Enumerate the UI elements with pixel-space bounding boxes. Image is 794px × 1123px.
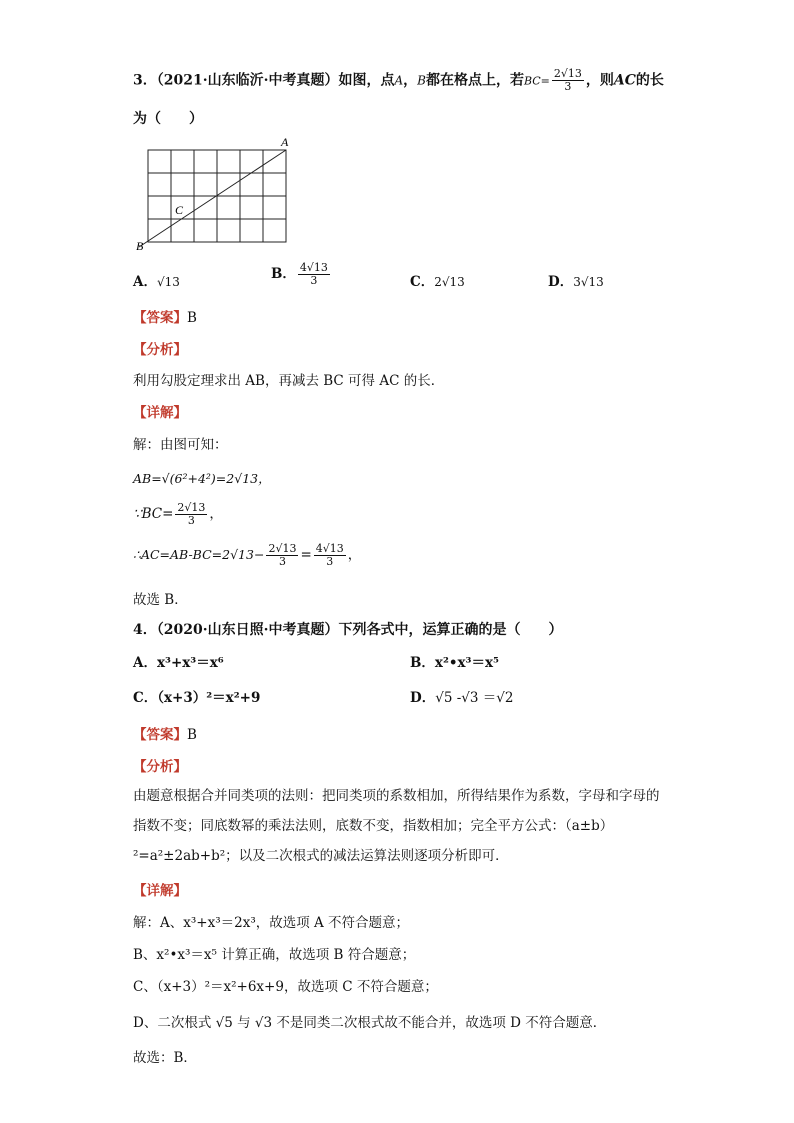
q3-title-post: ，则 (585, 72, 614, 89)
q4-option-a-value: x³+x³＝x⁶ (156, 655, 224, 671)
q3-answer-value: B (187, 310, 197, 326)
q3-title-line1 (133, 68, 664, 93)
q4-option-b: B．x²•x³＝x⁵ (410, 655, 499, 671)
q3-answer (133, 306, 197, 326)
q4-option-c-value: （x+3）²＝x²+9 (157, 690, 261, 706)
q3-ac-line: ∴AC=AB-BC=2√13− $\frac{2√13}{3}$ = $\frac{4√13}{3}$ ， (133, 542, 362, 568)
q4-analysis-text: 由题意根据合并同类项的法则：把同类项的系数相加，所得结果作为系数，字母和字母的指数不变；同底数幂的乘法法则，底数不变，指数相加；完全平方公式：（a±b）²=a²±2ab+b²；以及二次根式的减法运算法则逐项分析即可． (133, 788, 660, 864)
q4-analysis-tag: 【分析】 (133, 759, 187, 775)
q4-option-d: D．√5 -√3 ＝√2 (410, 690, 514, 706)
q3-option-c: C．2√13 (410, 274, 465, 290)
q3-ac-fraction-2: $\frac{4√13}{3}$ (315, 542, 344, 568)
q3-ab-line: AB=√(6²+4²)=2√13， (133, 471, 271, 486)
q4-answer-value: B (187, 727, 197, 743)
q3-analysis-text: 利用勾股定理求出 AB，再减去 BC 可得 AC 的长． (133, 373, 445, 389)
q4-step-c: C、（x+3）²＝x²+6x+9，故选项 C 不符合题意； (133, 979, 438, 995)
q3-bc-line-fraction: $\frac{2√13}{3}$ (177, 501, 206, 527)
q4-conclusion: 故选：B． (133, 1050, 197, 1066)
q3-sep: ， (403, 72, 418, 89)
q4-step-b: B、x²•x³＝x⁵ 计算正确，故选项 B 符合题意； (133, 947, 416, 963)
q4-step-d: D、二次根式 √5 与 √3 不是同类二次根式故不能合并，故选项 D 不符合题意． (133, 1015, 607, 1031)
q3-option-d-value: 3√13 (573, 275, 604, 289)
q4-option-a: A．x³+x³＝x⁶ (133, 655, 224, 671)
q3-ac-fraction-1: $\frac{2√13}{3}$ (268, 542, 297, 568)
q4-option-b-value: x²•x³＝x⁵ (434, 655, 499, 671)
q3-option-a-value: √13 (156, 275, 180, 289)
q3-analysis-tag: 【分析】 (133, 342, 187, 358)
q3-title-end: 的长 (635, 72, 664, 89)
q4-option-c: C．（x+3）²＝x²+9 (133, 690, 261, 706)
q4-detail-tag: 【详解】 (133, 883, 187, 899)
q3-option-c-value: 2√13 (434, 275, 465, 289)
q3-ac: AC (613, 72, 636, 89)
q3-bc-line: ∵BC= $\frac{2√13}{3}$ ， (133, 501, 223, 527)
q3-detail-tag: 【详解】 (133, 405, 187, 421)
q3-option-d: D．3√13 (548, 274, 604, 290)
q4-step-a: 解：A、x³+x³＝2x³，故选项 A 不符合题意； (133, 915, 410, 931)
segment-ab (139, 150, 286, 247)
q3-option-b: B． $\frac{4√13}{3}$ (271, 261, 328, 287)
q3-option-a: A．√13 (133, 274, 180, 290)
q4-option-d-value: √5 -√3 ＝√2 (435, 690, 514, 706)
q3-title-prefix: 3．（2021·山东临沂·中考真题）如图，点 (133, 72, 395, 89)
q3-title-line2: 为（ ） (133, 111, 203, 127)
q3-title-mid: 都在格点上，若 (425, 72, 524, 89)
q4-answer: 【答案】B (133, 727, 197, 743)
answer-tag: 【答案】 (133, 310, 187, 326)
figure-label-b: B (136, 239, 144, 253)
figure-label-c: C (175, 203, 184, 217)
figure-label-a: A (281, 135, 289, 149)
q3-conclusion: 故选 B． (133, 592, 188, 608)
point-b-label: B (417, 73, 426, 88)
q3-bc-label: BC= (523, 74, 550, 88)
q3-option-b-fraction: $\frac{4√13}{3}$ (299, 261, 328, 287)
q3-bc-fraction: $\frac{2√13}{3}$ (553, 67, 582, 93)
point-a-label: A (394, 73, 404, 88)
q4-title: 4．（2020·山东日照·中考真题）下列各式中，运算正确的是（ ） (133, 622, 563, 638)
q3-grid-figure (130, 134, 300, 254)
q3-detail-intro: 解：由图可知： (133, 437, 228, 453)
